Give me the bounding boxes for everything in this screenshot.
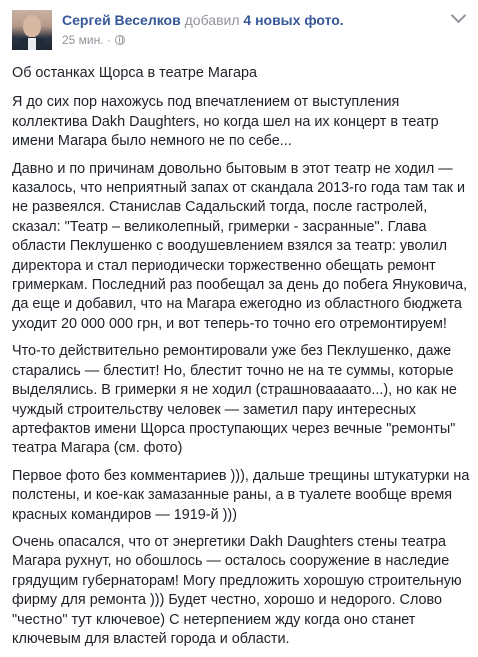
author-name-link[interactable]: Сергей Веселков xyxy=(62,12,181,28)
post-paragraph: Первое фото без комментариев ))), дальше трещины штукатурки на полстены, и кое-как замазанные раны, а в туалете вообще время красных командиров — 1919-й ))) xyxy=(12,467,470,523)
post-timestamp[interactable]: 25 мин. · xyxy=(62,33,111,47)
post-meta xyxy=(62,33,125,47)
avatar-face xyxy=(23,15,41,37)
post-action-text: добавил xyxy=(184,12,240,28)
post-header xyxy=(0,0,478,62)
photos-link[interactable]: 4 новых фото. xyxy=(243,12,344,28)
post-body xyxy=(12,64,472,657)
avatar-collar xyxy=(28,38,36,50)
chevron-down-icon[interactable] xyxy=(451,8,467,24)
globe-icon[interactable] xyxy=(115,35,125,45)
post-paragraph: Я до сих пор нахожусь под впечатлением от выступления коллектива Dakh Daughters, но когда шел на их концерт в театр имени Магара было немного не по себе... xyxy=(12,94,439,150)
avatar[interactable] xyxy=(12,10,52,50)
post-paragraph: Очень опасался, что от энергетики Dakh Daughters стены театра Магара рухнут, но обошлось — осталось сооружение в наследие грядущим губернаторам! Могу предложить хорошую строительную фирму для ремонта ))) Будет честно, хорошо и недорого. Слово "честно" тут ключевое) С нетерпением жду когда оно станет ключевым для властей города и области. xyxy=(12,533,462,647)
post-title-line xyxy=(62,12,344,28)
post-paragraph: Давно и по причинам довольно бытовым в этот театр не ходил — казалось, что неприятный запах от скандала 2013-го года там так и не развеялся. Станислав Садальский тогда, после гастролей, сказал: "Театр – великолепный, гримерки - засранные". Глава области Пеклушенко с воодушевлением взялся за театр: уволил директора и стал периодически торжественно обещать ремонт гримеркам. Последний раз пообещал за день до побега Януковича, да еще и добавил, что на Магара ежегодно из областного бюджета уходит 20 000 000 грн, и вот теперь-то точно его отремонтируем! xyxy=(12,160,468,332)
post-paragraph: Что-то действительно ремонтировали уже без Пеклушенко, даже старались — блестит! Но, блестит точно не на те суммы, которые выделялись. В гримерки я не ходил (страшноваааато...), но как не чуждый строительству человек — заметил пару интересных артефактов имени Щорса проступающих через вечные "ремонты" театра Магара (см. фото) xyxy=(12,343,457,457)
post-paragraph-title: Об останках Щорса в театре Магара xyxy=(12,65,257,81)
